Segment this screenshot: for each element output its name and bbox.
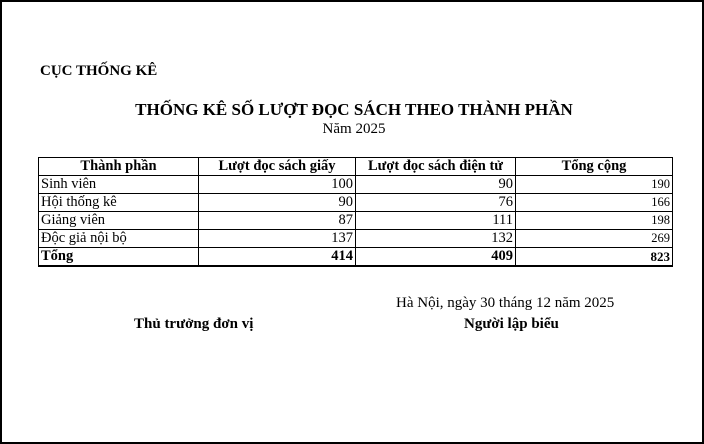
cell-total: 190 xyxy=(516,176,673,194)
row-label: Giảng viên xyxy=(39,212,199,230)
cell-paper: 90 xyxy=(199,194,356,212)
document-title: THỐNG KÊ SỐ LƯỢT ĐỌC SÁCH THEO THÀNH PHẦN xyxy=(135,100,573,119)
total-ebook: 409 xyxy=(356,248,516,267)
head-of-unit-signature-label: Thủ trưởng đơn vị xyxy=(134,316,254,332)
cell-ebook: 90 xyxy=(356,176,516,194)
table-row xyxy=(39,212,673,230)
cell-paper: 137 xyxy=(199,230,356,248)
column-header-paper-reads: Lượt đọc sách giấy xyxy=(199,158,356,176)
grand-total: 823 xyxy=(516,248,673,267)
row-label: Sinh viên xyxy=(39,176,199,194)
document-subtitle: Năm 2025 xyxy=(322,121,386,137)
statistics-table xyxy=(38,157,673,267)
cell-paper: 87 xyxy=(199,212,356,230)
cell-ebook: 111 xyxy=(356,212,516,230)
column-header-ebook-reads: Lượt đọc sách điện tử xyxy=(356,158,516,176)
column-header-total: Tổng cộng xyxy=(516,158,673,176)
cell-total: 198 xyxy=(516,212,673,230)
row-label: Độc giả nội bộ xyxy=(39,230,199,248)
cell-paper: 100 xyxy=(199,176,356,194)
place-and-date: Hà Nội, ngày 30 tháng 12 năm 2025 xyxy=(396,295,615,311)
total-paper: 414 xyxy=(199,248,356,267)
table-row xyxy=(39,230,673,248)
agency-name: CỤC THỐNG KÊ xyxy=(40,63,158,79)
preparer-signature-label: Người lập biểu xyxy=(464,316,559,332)
row-label: Hội thống kê xyxy=(39,194,199,212)
table-row xyxy=(39,194,673,212)
total-label: Tổng xyxy=(39,248,199,267)
column-header-component: Thành phần xyxy=(39,158,199,176)
cell-ebook: 76 xyxy=(356,194,516,212)
table-header-row xyxy=(39,158,673,176)
cell-total: 166 xyxy=(516,194,673,212)
cell-ebook: 132 xyxy=(356,230,516,248)
cell-total: 269 xyxy=(516,230,673,248)
table-total-row xyxy=(39,248,673,267)
table-row xyxy=(39,176,673,194)
